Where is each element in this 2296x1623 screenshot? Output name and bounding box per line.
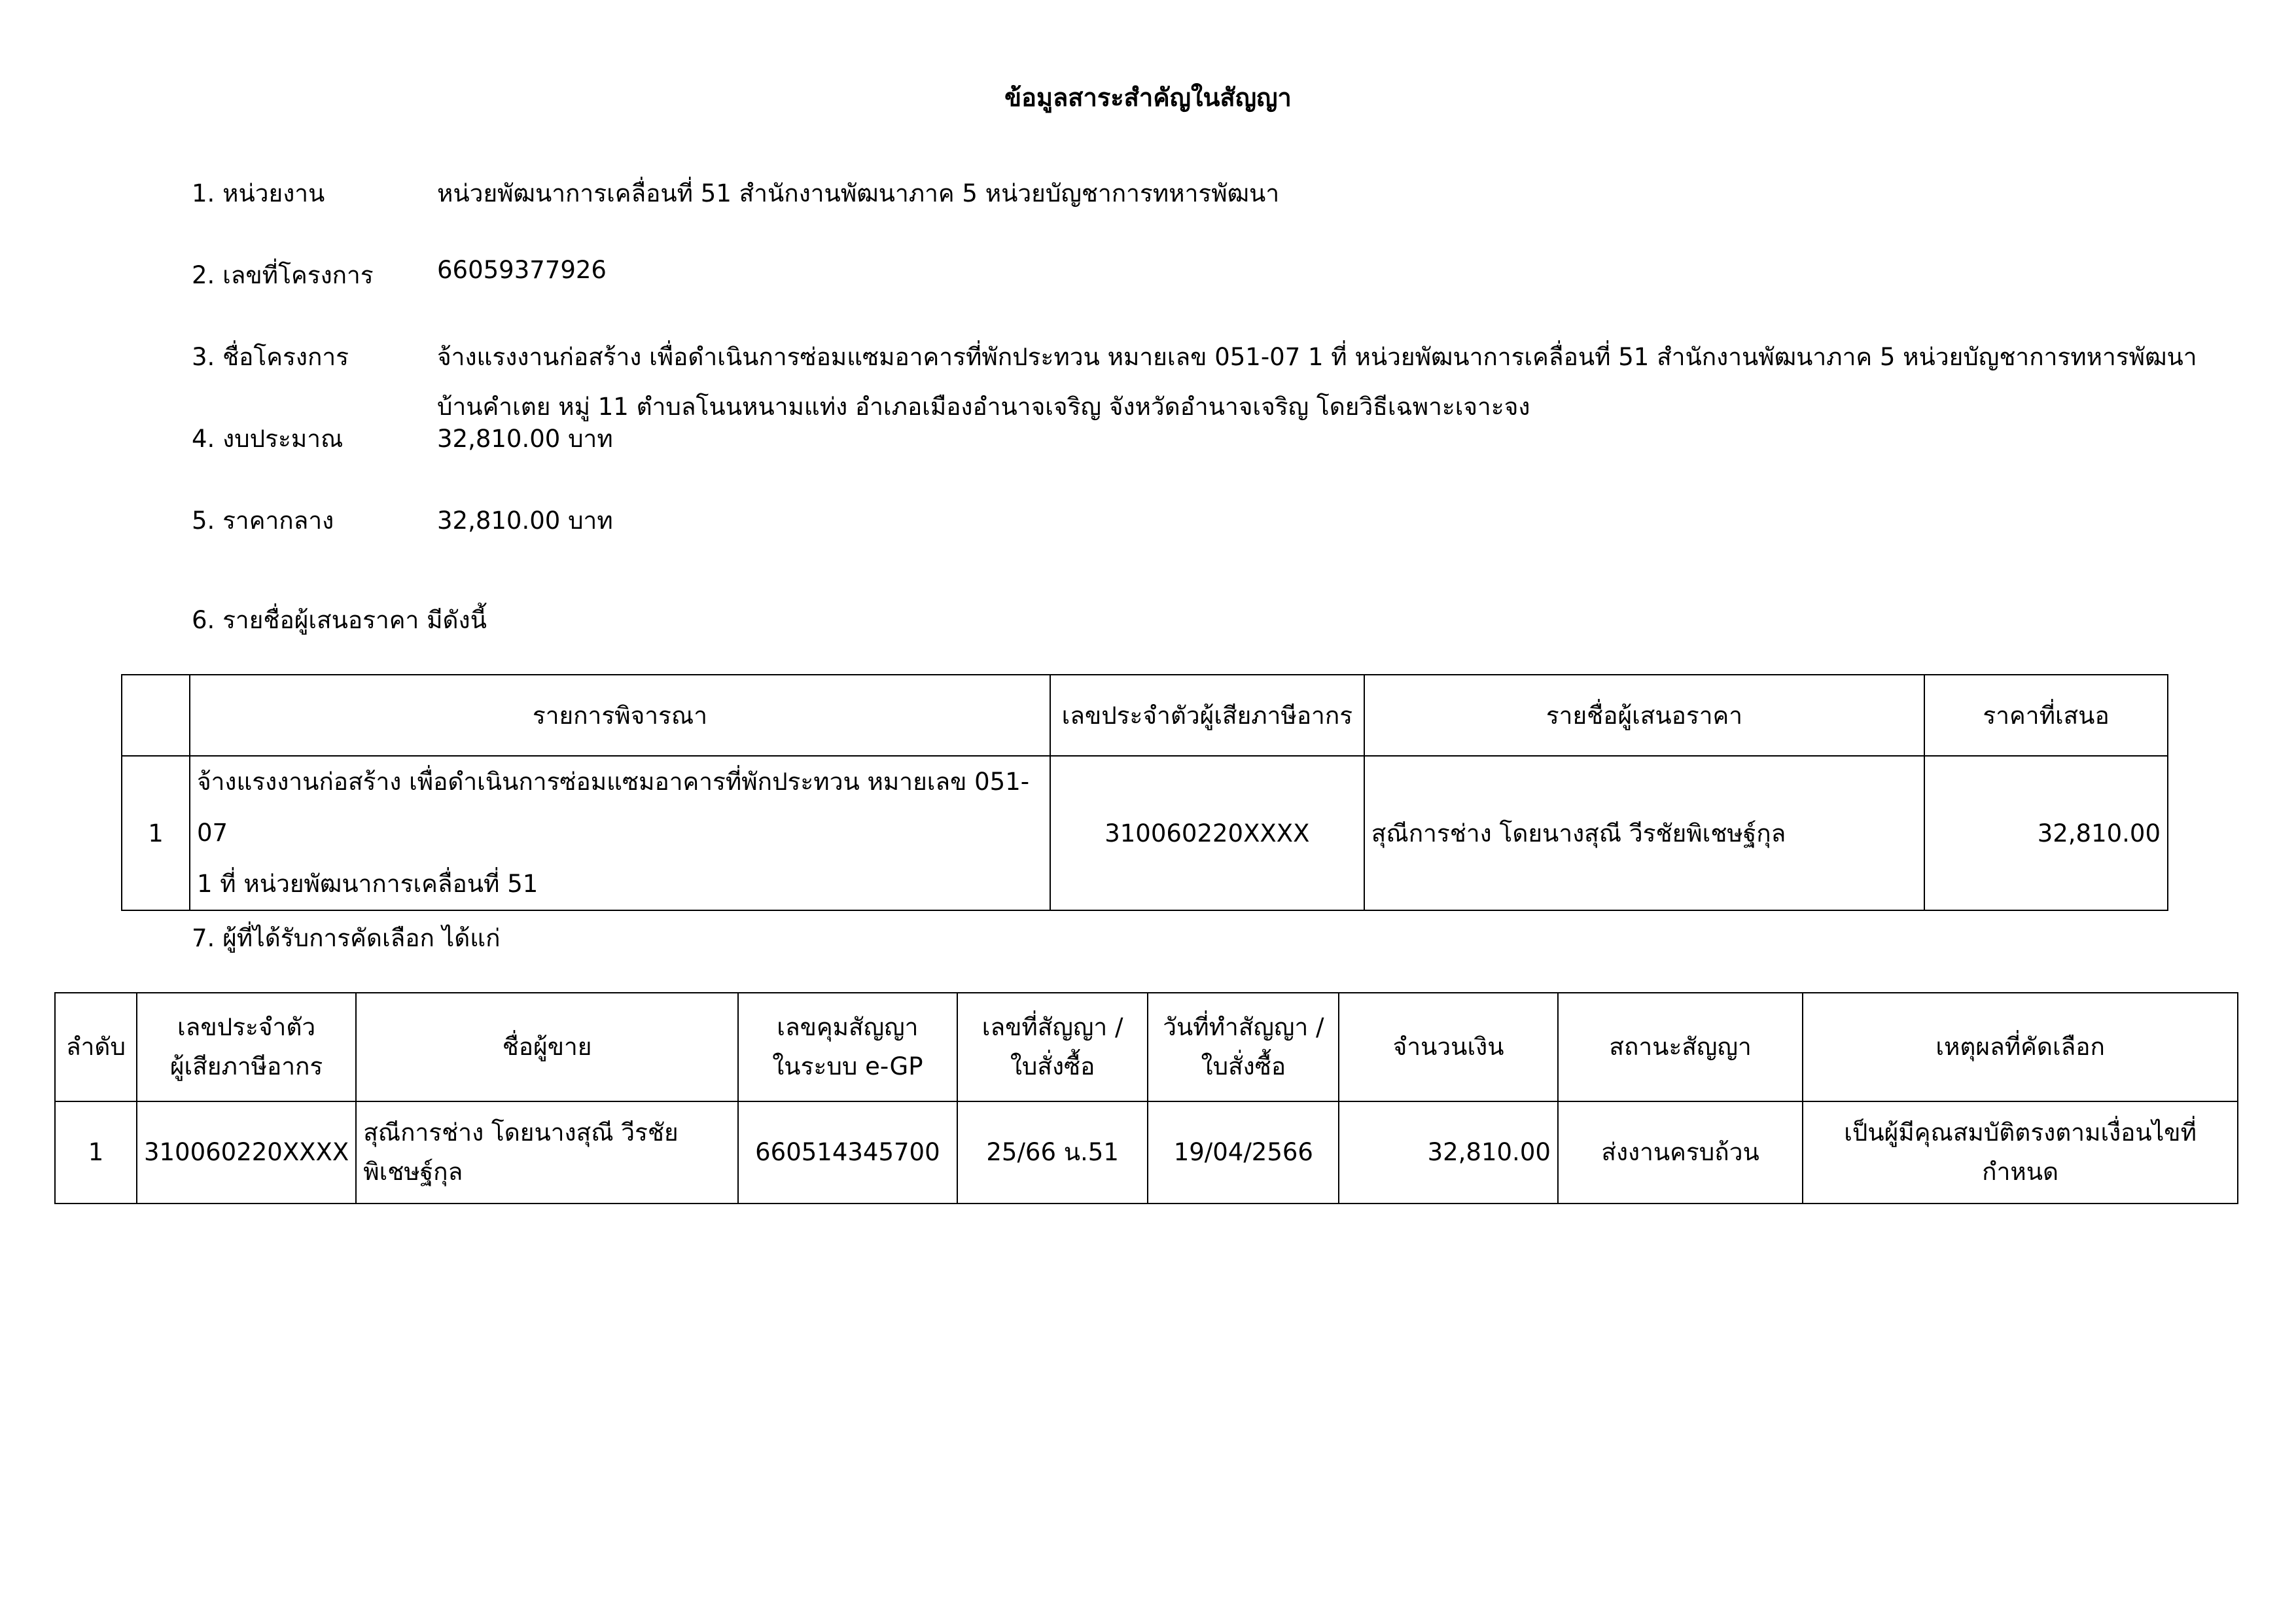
- winners-cell-egp: 660514345700: [738, 1101, 957, 1204]
- winners-cell-amount: 32,810.00: [1339, 1101, 1558, 1204]
- table-row: [122, 756, 2168, 910]
- bidders-cell-item: [190, 756, 1050, 910]
- winners-header-tax-id: [137, 993, 356, 1101]
- winners-header-tax-id-line2: ผู้เสียภาษีอากร: [169, 1052, 323, 1080]
- bidders-header-row: [122, 675, 2168, 756]
- bidders-heading: 6. รายชื่อผู้เสนอราคา มีดังนี้: [192, 606, 487, 634]
- bidders-cell-price: 32,810.00: [1924, 756, 2168, 910]
- winners-cell-seller-line1: สุณีการช่าง โดยนางสุณี วีรชัย: [363, 1118, 679, 1147]
- bidders-header-price: ราคาที่เสนอ: [1924, 675, 2168, 756]
- bidders-cell-bidder: สุณีการช่าง โดยนางสุณี วีรชัยพิเชษฐ์กุล: [1364, 756, 1924, 910]
- table-row: [55, 1101, 2238, 1204]
- bidders-header-bidder: รายชื่อผู้เสนอราคา: [1364, 675, 1924, 756]
- document-title: ข้อมูลสาระสำคัญในสัญญา: [1004, 83, 1292, 112]
- winners-cell-reason: เป็นผู้มีคุณสมบัติตรงตามเงื่อนไขที่กำหนด: [1803, 1101, 2238, 1204]
- winners-header-egp: [738, 993, 957, 1101]
- field-project-no-label: 2. เลขที่โครงการ: [192, 261, 374, 289]
- winners-header-amount: จำนวนเงิน: [1339, 993, 1558, 1101]
- winners-header-no: ลำดับ: [55, 993, 137, 1101]
- winners-header-reason: เหตุผลที่คัดเลือก: [1803, 993, 2238, 1101]
- field-agency-label: 1. หน่วยงาน: [192, 179, 325, 207]
- winners-header-status: สถานะสัญญา: [1558, 993, 1803, 1101]
- winners-cell-no: 1: [55, 1101, 137, 1204]
- winners-header-contract-no-line2: ใบสั่งซื้อ: [1010, 1052, 1095, 1080]
- field-project-no-value: 66059377926: [437, 256, 607, 284]
- winners-header-tax-id-line1: เลขประจำตัว: [177, 1013, 316, 1041]
- winners-heading: 7. ผู้ที่ได้รับการคัดเลือก ได้แก่: [192, 924, 501, 952]
- winners-cell-status: ส่งงานครบถ้วน: [1558, 1101, 1803, 1204]
- winners-cell-tax-id: 310060220XXXX: [137, 1101, 356, 1204]
- bidders-table: [121, 674, 2168, 911]
- field-budget-value: 32,810.00 บาท: [437, 425, 613, 453]
- bidders-cell-tax-id: 310060220XXXX: [1050, 756, 1364, 910]
- winners-header-egp-line1: เลขคุมสัญญา: [777, 1013, 919, 1041]
- field-project-name-value-line1: จ้างแรงงานก่อสร้าง เพื่อดำเนินการซ่อมแซมอาคารที่พักประทวน หมายเลข 051-07 1 ที่ หน่วยพัฒนาการเคลื่อนที่ 51 สำนักงานพัฒนาภาค 5 หน่วยบัญชาการทหารพัฒนา: [437, 343, 2197, 371]
- winners-header-row: [55, 993, 2238, 1101]
- winners-header-contract-date-line2: ใบสั่งซื้อ: [1201, 1052, 1286, 1080]
- winners-header-egp-line2: ในระบบ e-GP: [772, 1052, 923, 1080]
- bidders-header-tax-id: เลขประจำตัวผู้เสียภาษีอากร: [1050, 675, 1364, 756]
- winners-header-contract-date-line1: วันที่ทำสัญญา /: [1163, 1013, 1324, 1041]
- winners-header-contract-date: [1148, 993, 1339, 1101]
- field-agency-value: หน่วยพัฒนาการเคลื่อนที่ 51 สำนักงานพัฒนาภาค 5 หน่วยบัญชาการทหารพัฒนา: [437, 179, 1280, 207]
- field-median-price-value: 32,810.00 บาท: [437, 507, 613, 535]
- winners-cell-seller-line2: พิเชษฐ์กุล: [363, 1158, 463, 1186]
- bidders-header-item: รายการพิจารณา: [190, 675, 1050, 756]
- field-median-price-label: 5. ราคากลาง: [192, 507, 334, 535]
- field-project-name-value-line2: บ้านคำเตย หมู่ 11 ตำบลโนนหนามแท่ง อำเภอเมืองอำนาจเจริญ จังหวัดอำนาจเจริญ โดยวิธีเฉพาะเจาะจง: [437, 393, 1530, 421]
- winners-cell-contract-date: 19/04/2566: [1148, 1101, 1339, 1204]
- winners-cell-contract-no: 25/66 น.51: [957, 1101, 1148, 1204]
- winners-header-contract-no: [957, 993, 1148, 1101]
- winners-cell-seller: [356, 1101, 738, 1204]
- bidders-cell-no: 1: [122, 756, 190, 910]
- bidders-cell-item-line1: จ้างแรงงานก่อสร้าง เพื่อดำเนินการซ่อมแซมอาคารที่พักประทวน หมายเลข 051-07: [196, 768, 1030, 847]
- bidders-header-no: [122, 675, 190, 756]
- winners-header-seller: ชื่อผู้ขาย: [356, 993, 738, 1101]
- winners-table: [54, 992, 2238, 1204]
- field-budget-label: 4. งบประมาณ: [192, 425, 344, 453]
- winners-header-contract-no-line1: เลขที่สัญญา /: [981, 1013, 1123, 1041]
- field-project-name-label: 3. ชื่อโครงการ: [192, 343, 349, 371]
- bidders-cell-item-line2: 1 ที่ หน่วยพัฒนาการเคลื่อนที่ 51: [196, 870, 539, 898]
